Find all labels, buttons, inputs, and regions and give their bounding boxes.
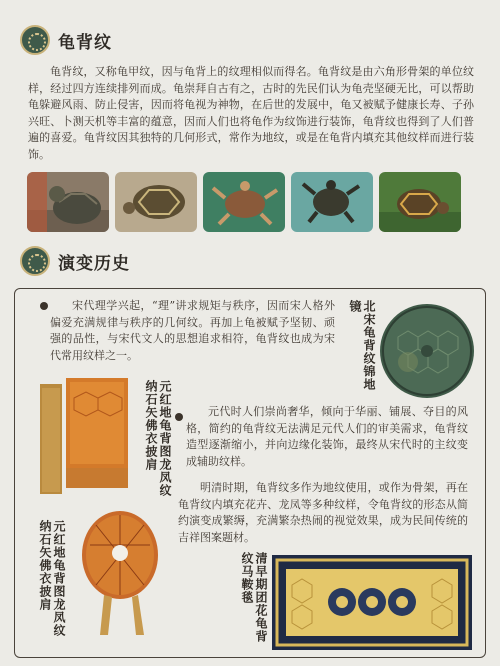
timeline-bullet xyxy=(175,413,183,421)
timeline-bullet xyxy=(40,302,48,310)
section-title-row xyxy=(20,25,112,55)
song-mirror-caption: 北宋龟背纹锦地镜 xyxy=(348,300,376,391)
history-title: 演变历史 xyxy=(58,253,130,274)
qing-rug-caption: 清早期团花龟背纹马鞍毯 xyxy=(240,552,268,643)
section-title: 龟背纹 xyxy=(58,32,112,53)
qing-saddle-rug-image xyxy=(272,555,472,654)
yuan-shawl-image xyxy=(80,505,160,644)
yuan-shawl-fragment-image xyxy=(40,378,128,500)
yuan-paragraph: 元代时人们崇尚奢华，倾向于华丽、铺展、夺目的风格，简约的龟背纹无法满足元代人们的审美需求，龟背纹造型逐渐缩小，并向边缘化装饰，最终从宋代时的主纹变成辅助纹样。 xyxy=(186,405,468,468)
turtle-photo-strip xyxy=(27,172,461,232)
decorative-emblem-icon xyxy=(20,25,50,55)
history-title-row xyxy=(20,246,130,276)
yuan-caption-1: 元红地龟背图龙凤纹纳石矢佛衣披肩 xyxy=(144,380,172,497)
sea-turtle-photo xyxy=(203,172,285,232)
mingqing-paragraph: 明清时期，龟背纹多作为地纹使用，或作为骨架，再在龟背纹内填充花卉、龙凤等多种纹样，令龟背纹的形态从简约演变成繁缛，充满繁杂热闹的视觉效果，成为民间传统的吉祥图案题材。 xyxy=(178,481,468,544)
box-turtle-photo xyxy=(379,172,461,232)
yuan-caption-2: 元红地龟背图龙凤纹纳石矢佛衣披肩 xyxy=(38,520,66,637)
turtle-photo-1 xyxy=(27,172,109,232)
decorative-emblem-icon xyxy=(20,246,50,276)
intro-paragraph: 龟背纹，又称龟甲纹，因与龟背上的纹理相似而得名。龟背纹是由六角形骨架的单位纹样，经过四方连续排列而成。龟崇拜自古有之，古时的先民们认为龟壳坚硬无比，可以帮助龟躲避风雨、防止侵害，因而将龟视为神物，在后世的发展中，龟又被赋予健康长寿、子孙兴旺、卜测天机等丰富的蕴意，因而人们也将龟作为纹饰进行装饰，龟背纹也得到了人们普遍的喜爱。龟背纹因其独特的几何形式，常作为地纹，或是在龟背内填充其他纹样而进行装饰。 xyxy=(28,65,474,161)
song-mirror-image xyxy=(378,302,476,404)
swimming-turtle-photo xyxy=(291,172,373,232)
turtle-photo-2 xyxy=(115,172,197,232)
song-paragraph: 宋代理学兴起，“理”讲求规矩与秩序，因而宋人格外偏爱充满规律与秩序的几何纹。再加上龟被赋予坚韧、顽强的品性，与宋代文人的思想追求相符，龟背纹也成为宋代常用纹样之一。 xyxy=(50,299,335,362)
